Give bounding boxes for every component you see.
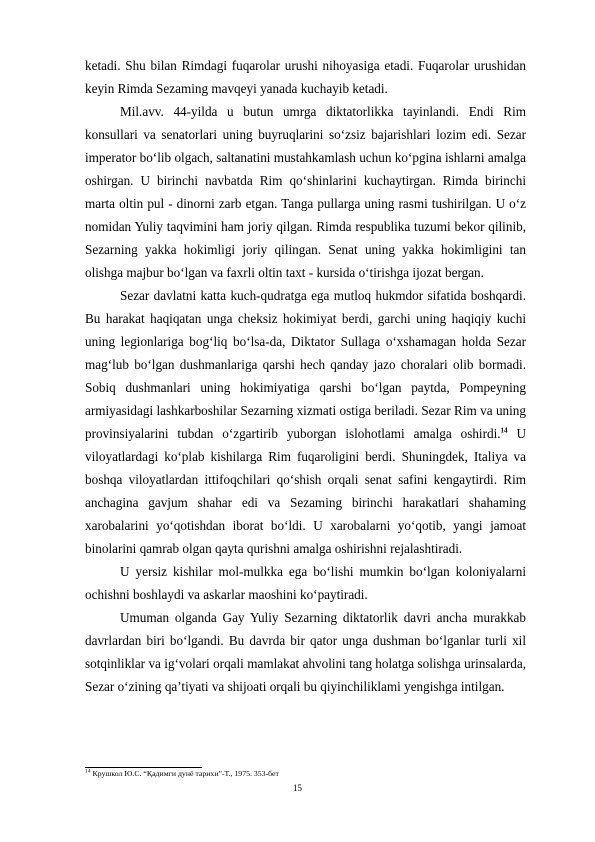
paragraph-2: Mil.avv. 44-yilda u butun umrga diktatorlikka tayinlandi. Endi Rim konsullari va senatorlari uning buyruqlarini so‘zsiz bajarishlari lozim edi. Sezar imperator bo‘lib olgach, saltanatini mustahkamlash uchun ko‘pgina ishlarni amalga oshirgan. U birinchi navbatda Rim qo‘shinlarini kuchaytirgan. Rimda birinchi marta oltin pul - dinorni zarb etgan. Tanga pullarga uning rasmi tushirilgan. U o‘z nomidan Yuliy taqvimini ham joriy qilgan. Rimda respublika tuzumi bekor qilinib, Sezarning yakka hokimligi joriy qilingan. Senat uning yakka hokimligini tan olishga majbur bo‘lgan va faxrli oltin taxt - kursida o‘tirishga ijozat bergan.	[85, 104, 526, 280]
footnote-separator	[85, 767, 202, 768]
footnote	[85, 769, 526, 779]
page-number: 15	[293, 783, 302, 793]
paragraph-3-text-after: U viloyatlardagi ko‘plab kishilarga Rim fuqaroligini berdi. Shuningdek, Italiya va boshqa viloyatlardan ittifoqchilari qo‘shish orqali senat safini kengaytirdi. Rim anchagina gavjum shahar edi va Sezaming birinchi harakatlari shahaming xarobalarini yo‘qotishdan iborat bo‘ldi. U xarobalarni yo‘qotib, yangi jamoat binolarini qamrab olgan qayta qurishni amalga oshirishni rejalashtiradi.	[85, 426, 526, 556]
paragraph-5: Umuman olganda Gay Yuliy Sezarning diktatorlik davri ancha murakkab davrlardan biri bo‘lgandi. Bu davrda bir qator unga dushman bo‘lganlar turli xil sotqinliklar va ig‘volari orqali mamlakat ahvolini tang holatga solishga urinsalarda, Sezar o‘zining qa’tiyati va shijoati orqali bu qiyinchiliklami yengishga intilgan.	[85, 610, 526, 694]
paragraph-4: U yersiz kishilar mol-mulkka ega bo‘lishi mumkin bo‘lgan koloniyalarni ochishni boshlaydi va askarlar maoshini ko‘paytiradi.	[85, 564, 526, 602]
footnote-text: Крушкол Ю.С. “Қадимги дунё тарихи”-Т., 1975. 353-бет	[90, 769, 279, 778]
paragraph-3	[85, 284, 526, 560]
footnote-number: 14	[85, 768, 91, 775]
paragraph-3-text-before: Sezar davlatni katta kuch-qudratga ega mutloq hukmdor sifatida boshqardi. Bu harakat haqiqatan unga cheksiz hokimiyat berdi, garchi uning haqiqiy kuchi uning legionlariga bog‘liq bo‘lsa-da, Diktator Sullaga o‘xshamagan holda Sezar mag‘lub bo‘lgan dushmanlariga qarshi hech qanday jazo choralari olib bormadi. Sobiq dushmanlari uning hokimiyatiga qarshi bo‘lgan paytda, Pompeyning armiyasidagi lashkarboshilar Sezarning xizmati ostiga beriladi. Sezar Rim va uning provinsiyalarini tubdan o‘zgartirib yuborgan islohotlami amalga oshirdi.	[85, 288, 526, 441]
body-text	[85, 54, 526, 698]
footnote-reference: 14	[500, 426, 508, 435]
paragraph-1: ketadi. Shu bilan Rimdagi fuqarolar urushi nihoyasiga etadi. Fuqarolar urushidan keyin Rimda Sezaming mavqeyi yanada kuchayib ketadi.	[85, 58, 526, 96]
